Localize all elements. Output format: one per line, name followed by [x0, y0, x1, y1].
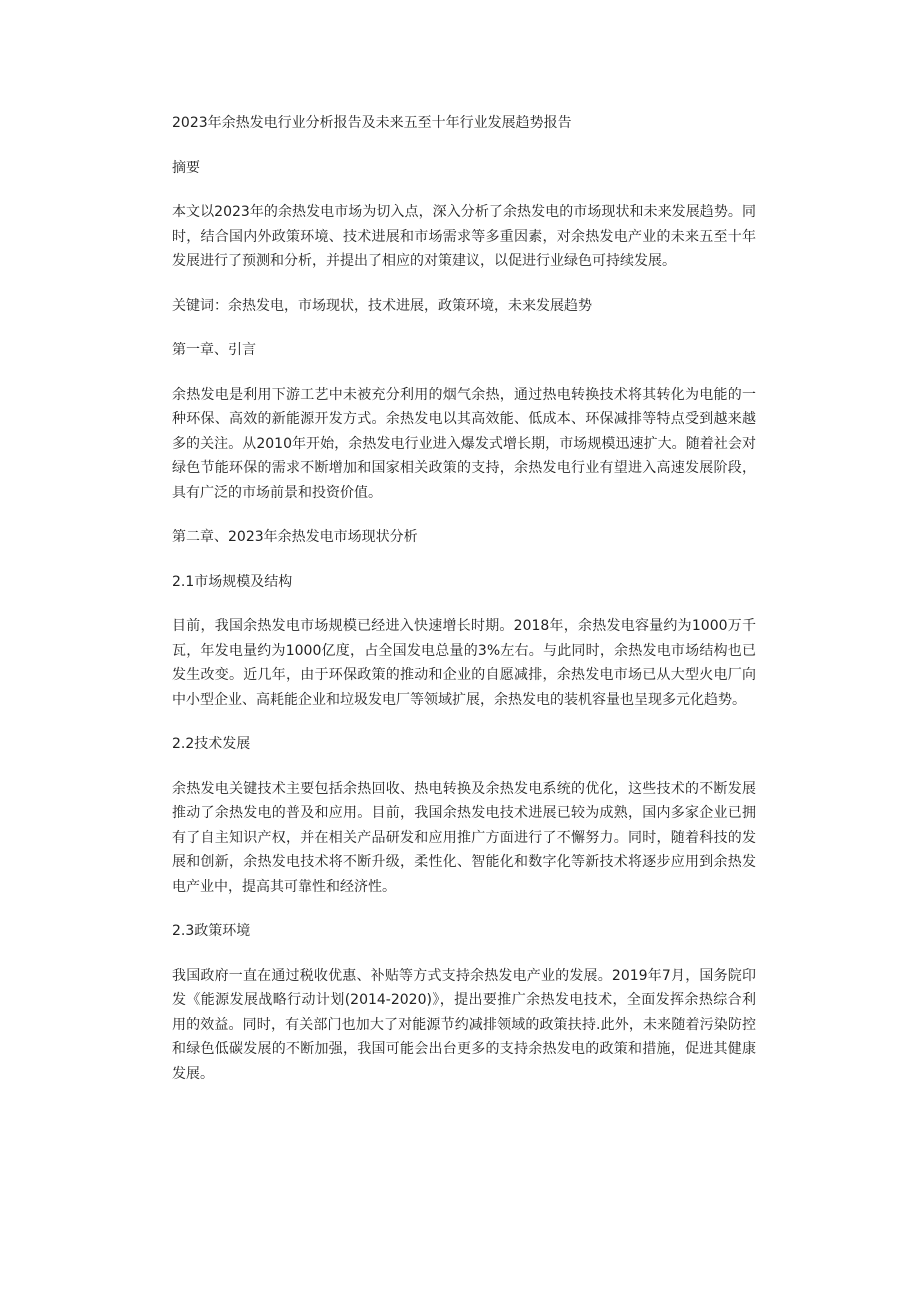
section22-paragraph: 余热发电关键技术主要包括余热回收、热电转换及余热发电系统的优化，这些技术的不断发展推动了余热发电的普及和应用。目前，我国余热发电技术进展已较为成熟，国内多家企业已拥有了自主知识产权，并在相关产品研发和应用推广方面进行了不懈努力。同时，随着科技的发展和创新，余热发电技术将不断升级，柔性化、智能化和数字化等新技术将逐步应用到余热发电产业中，提高其可靠性和经济性。: [172, 780, 756, 895]
section21-heading: 2.1市场规模及结构: [172, 573, 293, 590]
keywords-line: 关键词：余热发电，市场现状，技术进展，政策环境，未来发展趋势: [172, 297, 592, 314]
chapter1-paragraph: 余热发电是利用下游工艺中未被充分利用的烟气余热，通过热电转换技术将其转化为电能的一种环保、高效的新能源开发方式。余热发电以其高效能、低成本、环保减排等特点受到越来越多的关注。从2010年开始，余热发电行业进入爆发式增长期，市场规模迅速扩大。随着社会对绿色节能环保的需求不断增加和国家相关政策的支持，余热发电行业有望进入高速发展阶段，具有广泛的市场前景和投资价值。: [172, 386, 756, 501]
abstract-heading: 摘要: [172, 159, 200, 176]
document-page: [172, 111, 756, 1106]
document-title: 2023年余热发电行业分析报告及未来五至十年行业发展趋势报告: [172, 115, 572, 131]
section23-heading: 2.3政策环境: [172, 923, 251, 939]
section21-paragraph: 目前，我国余热发电市场规模已经进入快速增长时期。2018年，余热发电容量约为1000万千瓦，年发电量约为1000亿度，占全国发电总量的3%左右。与此同时，余热发电市场结构也已发生改变。近几年，由于环保政策的推动和企业的自愿减排，余热发电市场已从大型火电厂向中小型企业、高耗能企业和垃圾发电厂等领域扩展，余热发电的装机容量也呈现多元化趋势。: [172, 618, 756, 708]
chapter2-heading: 第二章、2023年余热发电市场现状分析: [172, 529, 418, 545]
section23-paragraph: 我国政府一直在通过税收优惠、补贴等方式支持余热发电产业的发展。2019年7月，国务院印发《能源发展战略行动计划(2014-2020)》，提出要推广余热发电技术，全面发挥余热综合利用的效益。同时，有关部门也加大了对能源节约减排领域的政策扶持.此外，未来随着污染防控和绿色低碳发展的不断加强，我国可能会出台更多的支持余热发电的政策和措施，促进其健康发展。: [172, 967, 756, 1082]
abstract-paragraph: 本文以2023年的余热发电市场为切入点，深入分析了余热发电的市场现状和未来发展趋势。同时，结合国内外政策环境、技术进展和市场需求等多重因素，对余热发电产业的未来五至十年发展进行了预测和分析，并提出了相应的对策建议，以促进行业绿色可持续发展。: [172, 204, 756, 269]
section22-heading: 2.2技术发展: [172, 736, 251, 752]
chapter1-heading: 第一章、引言: [172, 342, 256, 358]
